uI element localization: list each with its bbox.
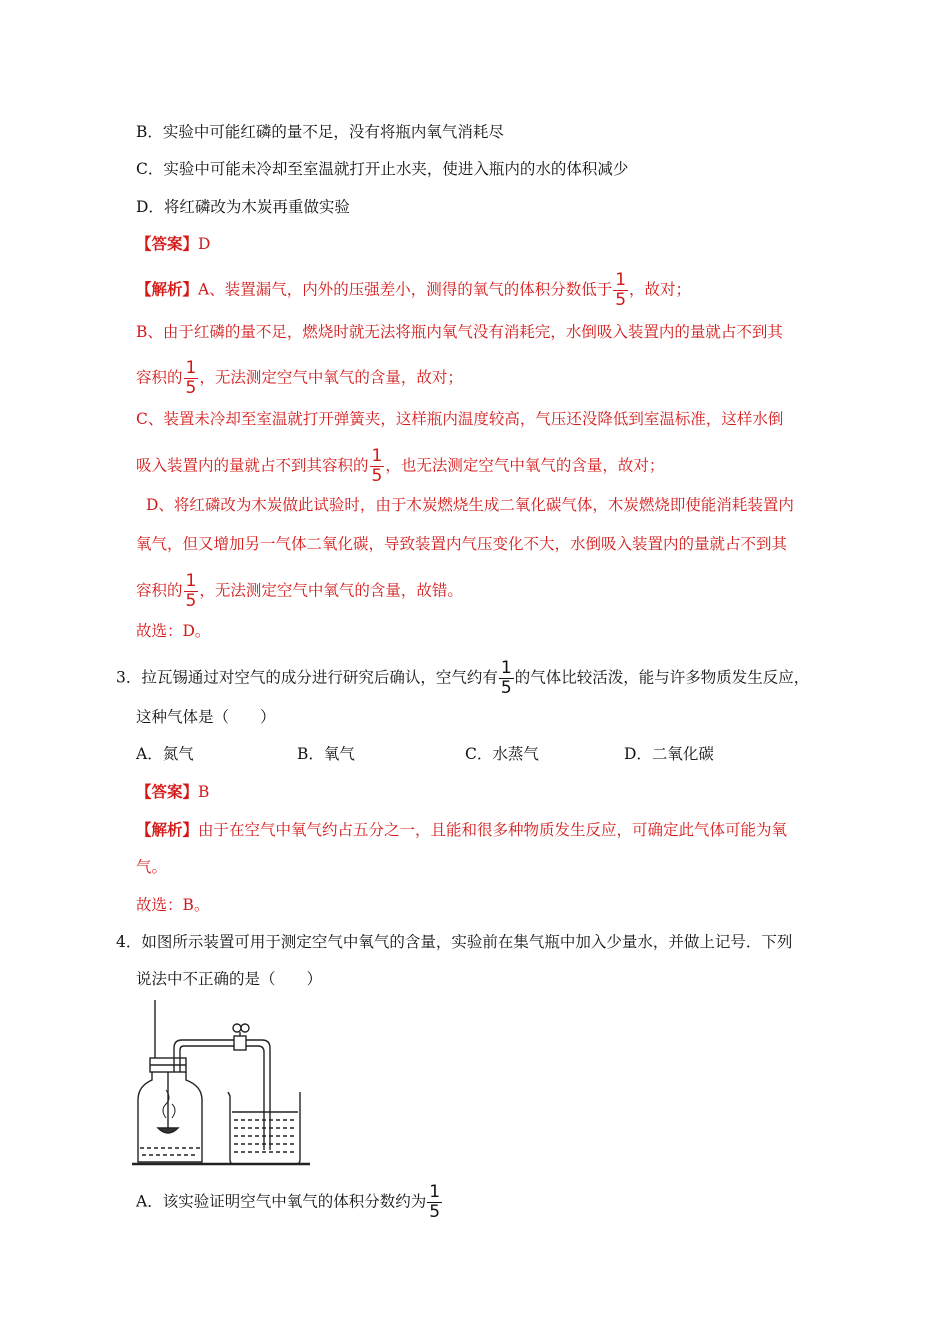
q2-analysis-c2: 吸入装置内的量就占不到其容积的 $\frac{1}{5}$ ，也无法测定空气中氧气的含量，故对； (136, 446, 665, 486)
q3-answer: 【答案】B (136, 782, 210, 801)
q3-option-a: A．氮气 (136, 745, 194, 763)
analysis-text: ，故对； (629, 280, 692, 299)
q3-analysis-2: 气。 (136, 858, 168, 876)
q3-option-d: D．二氧化碳 (624, 745, 714, 763)
q2-analysis-a (136, 272, 691, 309)
analysis-text: A、装置漏气，内外的压强差小，测得的氧气的体积分数低于 (198, 280, 613, 299)
q3-stem: 3．拉瓦锡通过对空气的成分进行研究后确认，空气约有 $\frac{1}{5}$ 的气体比较活泼，能与许多物质发生反应， (116, 658, 810, 698)
glass-tube (174, 1040, 270, 1150)
q2-option-d: D．将红磷改为木炭再重做实验 (136, 198, 350, 216)
q2-option-b: B．实验中可能红磷的量不足，没有将瓶内氧气消耗尽 (136, 123, 504, 141)
q3-analysis-1: 【解析】由于在空气中氧气约占五分之一，且能和很多种物质发生反应，可确定此气体可能为氧 (136, 820, 788, 839)
fraction-one-fifth: $\frac{1}{5}$ (500, 658, 512, 698)
answer-value: D (198, 235, 211, 253)
q2-choose: 故选：D。 (136, 622, 211, 640)
q2-option-c: C．实验中可能未冷却至室温就打开止水夹，使进入瓶内的水的体积减少 (136, 160, 629, 178)
fraction-one-fifth: $\frac{1}{5}$ (429, 1182, 441, 1222)
q3-stem-2: 这种气体是（ ） (136, 708, 276, 726)
q2-analysis-d1: D、将红磷改为木炭做此试验时，由于木炭燃烧生成二氧化碳气体，木炭燃烧即使能消耗装置内 (146, 496, 794, 514)
q2-analysis-d3: 容积的 $\frac{1}{5}$ ，无法测定空气中氧气的含量，故错。 (136, 571, 463, 611)
water-clamp (234, 1036, 246, 1050)
fraction-one-fifth: $\frac{1}{5}$ (185, 358, 197, 398)
analysis-label: 【解析】 (136, 279, 199, 299)
q4-option-a: A．该实验证明空气中氧气的体积分数约为 $\frac{1}{5}$ (136, 1182, 441, 1222)
q2-analysis-c1: C、装置未冷却至室温就打开弹簧夹，这样瓶内温度较高，气压还没降低到室温标准，这样水倒 (136, 410, 784, 428)
q4-stem-1: 4．如图所示装置可用于测定空气中氧气的含量，实验前在集气瓶中加入少量水，并做上记号．下列 (116, 933, 793, 951)
q2-analysis-b1: B、由于红磷的量不足，燃烧时就无法将瓶内氧气没有消耗完，水倒吸入装置内的量就占不到其 (136, 323, 783, 341)
apparatus-diagram (130, 1000, 320, 1170)
combustion-spoon (158, 1128, 178, 1133)
fraction-one-fifth: $\frac{1}{5}$ (185, 571, 197, 611)
fraction-one-fifth: $\frac{1}{5}$ (371, 446, 383, 486)
q4-stem-2: 说法中不正确的是（ ） (136, 970, 323, 988)
q2-analysis-d2: 氧气，但又增加另一气体二氧化碳，导致装置内气压变化不大，水倒吸入装置内的量就占不到其 (136, 535, 788, 553)
q3-option-b: B．氧气 (297, 745, 355, 763)
q3-choose: 故选：B。 (136, 896, 210, 914)
q2-answer (136, 232, 210, 256)
fraction-one-fifth: $\frac{1}{5}$ (615, 270, 627, 310)
answer-label: 【答案】 (136, 234, 199, 253)
q2-analysis-b2: 容积的 $\frac{1}{5}$ ，无法测定空气中氧气的含量，故对； (136, 358, 463, 398)
q3-option-c: C．水蒸气 (465, 745, 539, 763)
